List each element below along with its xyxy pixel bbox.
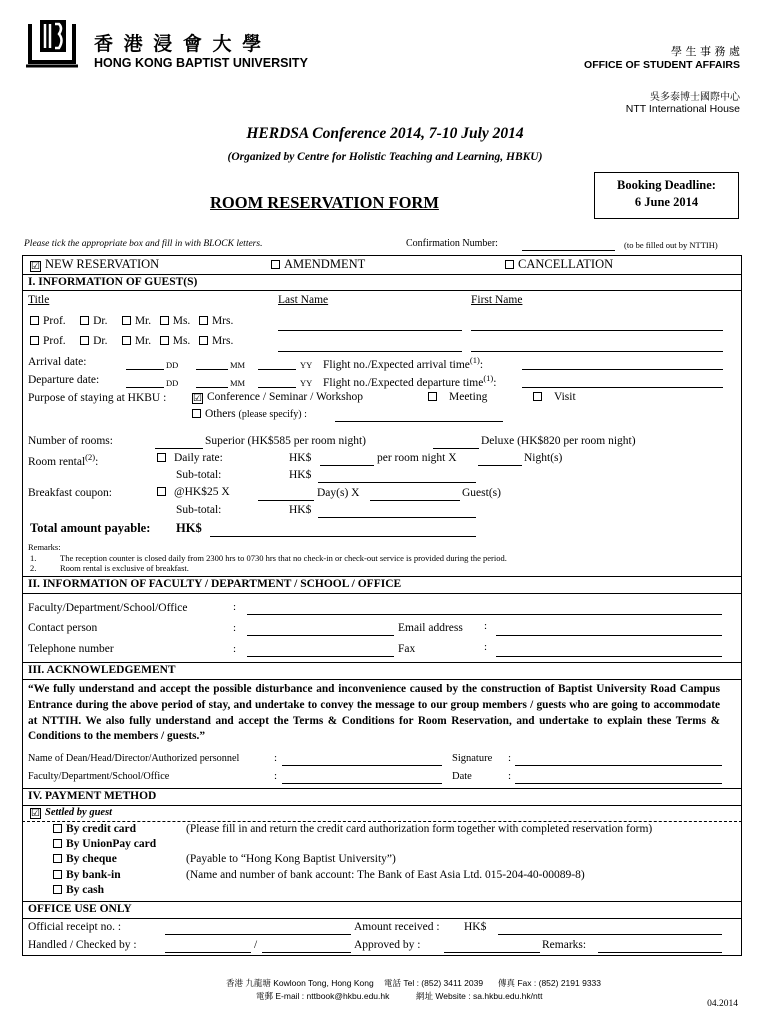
total-amount-field[interactable] xyxy=(210,536,476,537)
section-faculty-heading: II. INFORMATION OF FACULTY / DEPARTMENT / SCHOOL / OFFICE xyxy=(28,578,402,590)
cheque-checkbox[interactable] xyxy=(53,854,62,863)
fax-field[interactable] xyxy=(496,656,722,657)
faculty-label: Faculty/Department/School/Office xyxy=(28,602,188,614)
ntt-english-name: NTT International House xyxy=(625,103,740,115)
office-remarks-label: Remarks: xyxy=(542,939,587,951)
deadline-date: 6 June 2014 xyxy=(634,195,699,209)
others-checkbox[interactable] xyxy=(192,409,201,418)
contact-colon: : xyxy=(233,622,237,634)
guests-label: Guest(s) xyxy=(462,487,501,499)
purpose-conference: Conference / Seminar / Workshop xyxy=(207,391,363,403)
days-x: Day(s) X xyxy=(317,487,360,499)
faculty-colon: : xyxy=(233,601,237,613)
title-ms-checkbox[interactable] xyxy=(160,336,169,345)
university-chinese-name: 香 港 浸 會 大 學 xyxy=(94,33,264,55)
flight-departure-field[interactable] xyxy=(522,387,723,388)
breakfast-subtotal-hk: HK$ xyxy=(289,504,312,516)
arrival-mm-field[interactable] xyxy=(196,369,228,370)
bankin-option[interactable] xyxy=(53,869,121,881)
signature-field[interactable] xyxy=(515,765,722,766)
title-dr-checkbox[interactable] xyxy=(80,336,89,345)
departure-label: Departure date: xyxy=(28,374,100,386)
deadline-label: Booking Deadline: xyxy=(617,178,716,192)
deluxe-room: Deluxe (HK$820 per room night) xyxy=(481,435,636,447)
breakfast-price: @HK$25 X xyxy=(174,486,230,498)
unionpay-label: By UnionPay card xyxy=(66,838,157,850)
title-ms-checkbox[interactable] xyxy=(160,316,169,325)
cancellation-label: CANCELLATION xyxy=(518,257,614,271)
remark-1: The reception counter is closed daily from 2300 hrs to 0730 hrs that no check-in or check-out service is provided during the period. xyxy=(60,553,507,563)
daily-rate-hk: HK$ xyxy=(289,452,312,464)
cancellation-option[interactable] xyxy=(505,257,613,272)
departure-dd: DD xyxy=(166,378,179,388)
footer-email: 電郵 E-mail : nttbook@hkbu.edu.hk xyxy=(256,991,390,1001)
receipt-field[interactable] xyxy=(165,934,351,935)
bankin-note: (Name and number of bank account: The Bank of East Asia Ltd. 015-204-40-00089-8) xyxy=(186,869,585,881)
authorized-name-field[interactable] xyxy=(282,765,442,766)
arrival-dd-field[interactable] xyxy=(126,369,164,370)
section-guest-info-heading: I. INFORMATION OF GUEST(S) xyxy=(28,276,198,288)
flight-arrival-label: Flight no./Expected arrival time$^{(1)}$: xyxy=(323,355,484,371)
osa-english-name: OFFICE OF STUDENT AFFAIRS xyxy=(584,59,740,71)
nights-label: Night(s) xyxy=(524,452,563,464)
fax-label: Fax xyxy=(398,643,416,655)
amount-field[interactable] xyxy=(498,934,722,935)
date-label: Date xyxy=(452,771,472,782)
breakfast-option[interactable] xyxy=(157,486,230,498)
confirmation-label: Confirmation Number: xyxy=(406,238,498,249)
confirmation-number-field[interactable] xyxy=(522,250,615,251)
osa-chinese-name: 學 生 事 務 處 xyxy=(671,45,740,58)
settled-by-guest-checkbox[interactable]: ☑ xyxy=(31,808,40,819)
date-field[interactable] xyxy=(515,783,722,784)
cash-option[interactable] xyxy=(53,884,104,896)
breakfast-subtotal-field[interactable] xyxy=(318,517,476,518)
receipt-label: Official receipt no. : xyxy=(28,921,122,933)
arrival-label: Arrival date: xyxy=(28,356,87,368)
office-use-heading: OFFICE USE ONLY xyxy=(28,903,132,915)
telephone-label: Telephone number xyxy=(28,643,114,655)
credit-card-label: By credit card xyxy=(66,823,137,835)
col-title: Title xyxy=(28,294,50,306)
guest-2-first-name-field[interactable] xyxy=(471,351,723,352)
telephone-field[interactable] xyxy=(247,656,394,657)
title-mrs: Mrs. xyxy=(211,315,234,327)
settled-by-guest: Settled by guest xyxy=(45,807,113,818)
remarks-label: Remarks: xyxy=(28,542,61,552)
approved-label: Approved by : xyxy=(354,939,421,951)
guest-2-last-name-field[interactable] xyxy=(278,351,462,352)
amendment-option[interactable] xyxy=(271,257,365,272)
total-hk: HK$ xyxy=(176,521,202,535)
form-title: ROOM RESERVATION FORM xyxy=(210,193,439,212)
guest-1-first-name-field[interactable] xyxy=(471,330,723,331)
cheque-note: (Payable to “Hong Kong Baptist University”) xyxy=(186,853,396,865)
acknowledgement-statement: “We fully understand and accept the possible disturbance and inconvenience caused by the construction of Baptist University Road Campus Entrance during the above period of stay, and undertake to convey the message to our group members / guests who are going to accommodate at NTTIH. We also fully understand and accept the Terms & Conditions for Room Reservation, and undertake to explain these Terms & Conditions to the members / guests.” xyxy=(28,683,720,743)
daily-rate-option[interactable] xyxy=(157,452,223,464)
cash-checkbox[interactable] xyxy=(53,885,62,894)
amount-hk: HK$ xyxy=(464,921,487,933)
guest-2-titles[interactable] xyxy=(30,335,233,347)
authorized-name-colon: : xyxy=(274,752,278,764)
tick-instruction: Please tick the appropriate box and fill in with BLOCK letters. xyxy=(24,239,263,249)
handled-slash: / xyxy=(254,939,258,951)
contact-label: Contact person xyxy=(28,622,98,634)
handled-field-1[interactable] xyxy=(165,952,251,953)
daily-rate-field[interactable] xyxy=(320,465,374,466)
departure-yy-field[interactable] xyxy=(258,387,296,388)
purpose-visit: Visit xyxy=(554,391,576,403)
confirmation-note: (to be filled out by NTTIH) xyxy=(624,240,718,250)
title-mrs-checkbox[interactable] xyxy=(199,316,208,325)
room-subtotal-field[interactable] xyxy=(318,482,476,483)
credit-card-note: (Please fill in and return the credit card authorization form together with completed reservation form) xyxy=(186,823,653,835)
section-payment-heading: IV. PAYMENT METHOD xyxy=(28,790,157,802)
departure-yy: YY xyxy=(300,378,313,388)
title-prof-checkbox[interactable] xyxy=(30,336,39,345)
purpose-visit-option[interactable] xyxy=(533,391,576,403)
ack-faculty-field[interactable] xyxy=(282,783,442,784)
organizer-line: (Organized by Centre for Holistic Teaching and Learning, HBKU) xyxy=(227,151,543,163)
visit-checkbox[interactable] xyxy=(533,392,542,401)
booking-deadline-box xyxy=(594,172,739,219)
new-reservation-checkbox[interactable]: ☑ xyxy=(31,261,40,272)
handled-field-2[interactable] xyxy=(262,952,351,953)
title-mrs-checkbox[interactable] xyxy=(199,336,208,345)
cash-label: By cash xyxy=(66,884,105,896)
amount-label: Amount received : xyxy=(354,921,440,933)
title-prof-checkbox[interactable] xyxy=(30,316,39,325)
email-field[interactable] xyxy=(496,635,722,636)
daily-rate-checkbox[interactable] xyxy=(157,453,166,462)
cheque-label: By cheque xyxy=(66,853,117,865)
title-dr-checkbox[interactable] xyxy=(80,316,89,325)
purpose-conference-option[interactable] xyxy=(192,391,363,404)
bankin-label: By bank-in xyxy=(66,869,121,881)
cheque-option[interactable] xyxy=(53,853,117,865)
guest-1-titles[interactable] xyxy=(30,315,233,327)
purpose-meeting: Meeting xyxy=(449,391,488,403)
remark-2: Room rental is exclusive of breakfast. xyxy=(60,563,189,573)
remark-1-num: 1. xyxy=(30,553,37,563)
daily-rate: Daily rate: xyxy=(174,452,223,464)
hkbu-logo xyxy=(26,18,78,68)
purpose-others-option[interactable] xyxy=(192,408,307,420)
per-room-night: per room night X xyxy=(377,452,457,464)
breakfast-subtotal-label: Sub-total: xyxy=(176,504,222,516)
guest-1-last-name-field[interactable] xyxy=(278,330,462,331)
col-first-name: First Name xyxy=(471,294,523,306)
form-version: 04.2014 xyxy=(707,999,738,1009)
credit-card-checkbox[interactable] xyxy=(53,824,62,833)
bankin-checkbox[interactable] xyxy=(53,870,62,879)
room-subtotal-hk: HK$ xyxy=(289,469,312,481)
deluxe-rooms-field[interactable] xyxy=(433,448,479,449)
purpose-others: Others xyxy=(205,408,236,420)
payment-dashed-divider xyxy=(22,821,742,822)
approved-field[interactable] xyxy=(444,952,540,953)
room-subtotal-label: Sub-total: xyxy=(176,469,222,481)
email-colon: : xyxy=(484,620,488,632)
telephone-colon: : xyxy=(233,643,237,655)
col-last-name: Last Name xyxy=(278,294,329,306)
conference-checkbox[interactable]: ☑ xyxy=(193,393,202,404)
title-ms: Ms. xyxy=(172,335,191,347)
departure-dd-field[interactable] xyxy=(126,387,164,388)
unionpay-option[interactable] xyxy=(53,838,156,850)
amendment-checkbox[interactable] xyxy=(271,260,280,269)
departure-mm-field[interactable] xyxy=(196,387,228,388)
arrival-mm: MM xyxy=(230,360,246,370)
settled-by-guest-option[interactable] xyxy=(30,807,112,819)
handled-label: Handled / Checked by : xyxy=(28,939,137,951)
office-remarks-field[interactable] xyxy=(598,952,722,953)
title-mr-checkbox[interactable] xyxy=(122,316,131,325)
fax-colon: : xyxy=(484,641,488,653)
others-specify-field[interactable] xyxy=(335,421,503,422)
footer-fax: 傳真 Fax : (852) 2191 9333 xyxy=(498,978,602,988)
purpose-label: Purpose of staying at HKBU : xyxy=(28,392,167,404)
breakfast-guests-field[interactable] xyxy=(370,500,460,501)
title-ms: Ms. xyxy=(172,315,191,327)
footer-website: 網址 Website : sa.hkbu.edu.hk/ntt xyxy=(416,991,543,1001)
title-mr-checkbox[interactable] xyxy=(122,336,131,345)
arrival-yy: YY xyxy=(300,360,313,370)
signature-colon: : xyxy=(508,752,512,764)
nights-field[interactable] xyxy=(478,465,522,466)
breakfast-checkbox[interactable] xyxy=(157,487,166,496)
new-reservation-label: NEW RESERVATION xyxy=(45,257,160,271)
flight-arrival-field[interactable] xyxy=(522,369,723,370)
title-dr: Dr. xyxy=(93,335,108,347)
title-mr: Mr. xyxy=(134,315,152,327)
title-prof: Prof. xyxy=(43,335,66,347)
conference-title: HERDSA Conference 2014, 7-10 July 2014 xyxy=(246,125,524,142)
unionpay-checkbox[interactable] xyxy=(53,839,62,848)
footer-address: 香港 九龍塘 Kowloon Tong, Hong Kong xyxy=(226,978,374,988)
contact-field[interactable] xyxy=(247,635,394,636)
new-reservation-option[interactable] xyxy=(30,257,159,272)
room-rental-label: Room rental$^{(2)}$: xyxy=(28,452,99,468)
university-english-name: HONG KONG BAPTIST UNIVERSITY xyxy=(94,56,308,70)
purpose-others-note: (please specify) : xyxy=(238,409,307,420)
authorized-name-label: Name of Dean/Head/Director/Authorized personnel xyxy=(28,753,240,764)
ntt-chinese-name: 吳多泰博士國際中心 xyxy=(650,92,740,103)
departure-mm: MM xyxy=(230,378,246,388)
superior-room: Superior (HK$585 per room night) xyxy=(205,435,366,447)
title-mrs: Mrs. xyxy=(211,335,234,347)
cancellation-checkbox[interactable] xyxy=(505,260,514,269)
superior-rooms-field[interactable] xyxy=(155,448,203,449)
breakfast-days-field[interactable] xyxy=(258,500,314,501)
section-acknowledgement-heading: III. ACKNOWLEDGEMENT xyxy=(28,664,176,676)
title-mr: Mr. xyxy=(134,335,152,347)
remark-2-num: 2. xyxy=(30,563,37,573)
arrival-dd: DD xyxy=(166,360,179,370)
rooms-label: Number of rooms: xyxy=(28,435,113,447)
ack-faculty-colon: : xyxy=(274,770,278,782)
purpose-meeting-option[interactable] xyxy=(428,391,487,403)
title-dr: Dr. xyxy=(93,315,108,327)
arrival-yy-field[interactable] xyxy=(258,369,296,370)
flight-departure-label: Flight no./Expected departure time$^{(1)}$: xyxy=(323,373,497,389)
total-label: Total amount payable: xyxy=(30,521,151,535)
breakfast-label: Breakfast coupon: xyxy=(28,487,112,499)
footer-tel: 電話 Tel : (852) 3411 2039 xyxy=(384,978,484,988)
faculty-field[interactable] xyxy=(247,614,722,615)
title-prof: Prof. xyxy=(43,315,66,327)
amendment-label: AMENDMENT xyxy=(284,257,366,271)
email-label: Email address xyxy=(398,622,463,634)
credit-card-option[interactable] xyxy=(53,823,136,835)
meeting-checkbox[interactable] xyxy=(428,392,437,401)
signature-label: Signature xyxy=(452,753,493,764)
date-colon: : xyxy=(508,770,512,782)
ack-faculty-label: Faculty/Department/School/Office xyxy=(28,771,170,782)
